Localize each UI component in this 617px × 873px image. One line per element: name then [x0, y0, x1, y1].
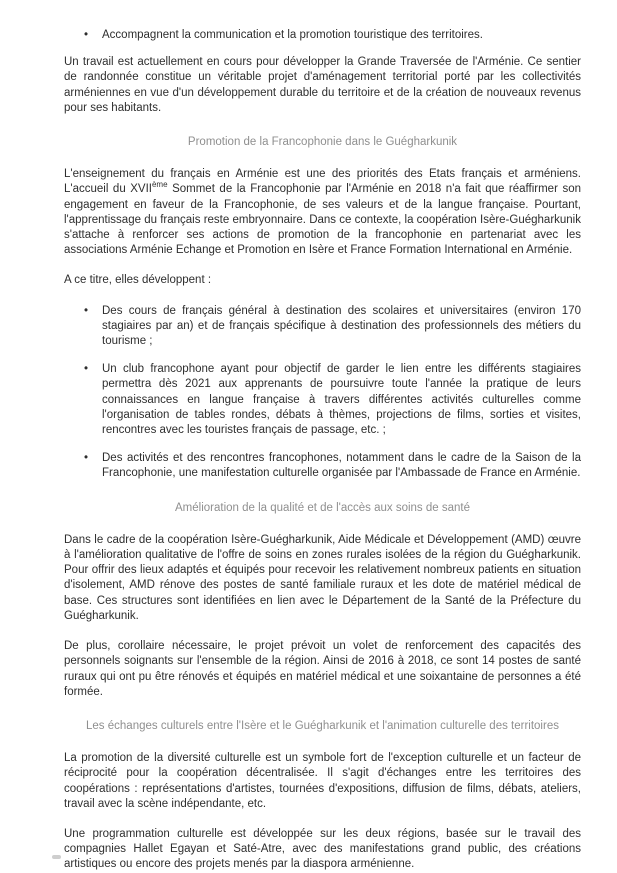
section-heading-francophonie: Promotion de la Francophonie dans le Guégharkunik	[187, 136, 458, 149]
list-item	[64, 451, 581, 481]
list-item-text: Un club francophone ayant pour objectif de garder le lien entre les différents stagiaires permettra dès 2021 aux apprenants de poursuivre toute l'année la pratique de leurs connaissances en langue française à travers différentes activités culturelles comme l'organisation de tables rondes, débats à thèmes, projections de films, sorties et visites, rencontres avec les touristes français de passage, etc. ;	[102, 363, 581, 437]
scan-artifact-mark	[52, 855, 61, 859]
sante-paragraph-2: De plus, corollaire nécessaire, le projet prévoit un volet de renforcement des capacités des personnels soignants sur l'ensemble de la région. Ainsi de 2016 à 2018, ce sont 14 postes de santé ruraux qui ont pu être rénovés et équipés en matériel médical et une soixantaine de personnes a été formée.	[64, 640, 581, 698]
ordinal-superscript: ème	[151, 180, 168, 190]
francophonie-paragraph-part1: L'enseignement du français en Arménie est une des priorités des Etats français et arméniens. L'accueil du XVII	[64, 168, 581, 196]
top-bullet-text: Accompagnent la communication et la promotion touristique des territoires.	[102, 29, 483, 41]
bullet-marker: •	[84, 304, 89, 317]
bullet-marker: •	[84, 452, 89, 465]
sante-paragraph-1: Dans le cadre de la coopération Isère-Guégharkunik, Aide Médicale et Développement (AMD) œuvre à l'amélioration qualitative de l'offre de soins en zones rurales isolées de la région du Guégharkunik. Pour offrir des lieux adaptés et équipés pour recevoir les relativement nombreux patients en situation d'isolement, AMD rénove des postes de santé familiale ruraux et les dote de matériel médical de base. Ces structures sont identifiées en lien avec le Département de la Santé de la Préfecture du Guégharkunik.	[64, 533, 581, 622]
bullet-marker: •	[84, 29, 89, 41]
section-heading-culture: Les échanges culturels entre l'Isère et le Guégharkunik et l'animation culturelle des territoires	[86, 719, 559, 732]
francophonie-paragraph	[64, 167, 581, 258]
list-item-text: Des cours de français général à destination des scolaires et universitaires (environ 170 stagiaires par an) et de français spécifique à destination des professionnels des métiers du tourisme ;	[102, 304, 581, 348]
section-heading-sante: Amélioration de la qualité et de l'accès aux soins de santé	[175, 501, 470, 514]
culture-paragraph-1: La promotion de la diversité culturelle est un symbole fort de l'exception culturelle et un facteur de réciprocité pour la coopération décentralisée. Il s'agit d'échanges entre les territoires des coopérations : représentations d'artistes, tournées d'expositions, diffusion de films, débats, ateliers, travail avec la scène indépendante, etc.	[64, 752, 581, 810]
list-item-text: Des activités et des rencontres francophones, notamment dans le cadre de la Saison de la Francophonie, une manifestation culturelle organisée par l'Ambassade de France en Arménie.	[102, 452, 581, 480]
list-item	[64, 362, 581, 438]
list-item	[64, 304, 581, 350]
intro-paragraph: Un travail est actuellement en cours pour développer la Grande Traversée de l'Arménie. Ce sentier de randonnée constitue un véritable projet d'aménagement territorial porté par les collectivités arméniennes en vue d'un développement durable du territoire et de la création de nouveaux revenus pour ses habitants.	[64, 56, 581, 114]
top-bullet-item	[64, 28, 581, 43]
francophonie-paragraph-part2: Sommet de la Francophonie par l'Arménie en 2018 n'a fait que réaffirmer son engagement en faveur de la Francophonie, de ses valeurs et de la langue française. Pourtant, l'apprentissage du français reste embryonnaire. Dans ce contexte, la coopération Isère-Guégharkunik s'attache à renforcer ses actions de promotion de la francophonie en partenariat avec les associations Arménie Echange et Promotion en Isère et France Formation International en Arménie.	[64, 183, 581, 257]
bullet-marker: •	[84, 363, 89, 376]
list-intro-line: A ce titre, elles développent :	[64, 274, 212, 287]
francophonie-bullet-list	[64, 304, 581, 482]
culture-paragraph-2: Une programmation culturelle est développée sur les deux régions, basée sur le travail des compagnies Hallet Egayan et Saté-Atre, avec des manifestations grand public, des créations artistiques ou encore des projets menés par la diaspora arménienne.	[64, 827, 581, 871]
